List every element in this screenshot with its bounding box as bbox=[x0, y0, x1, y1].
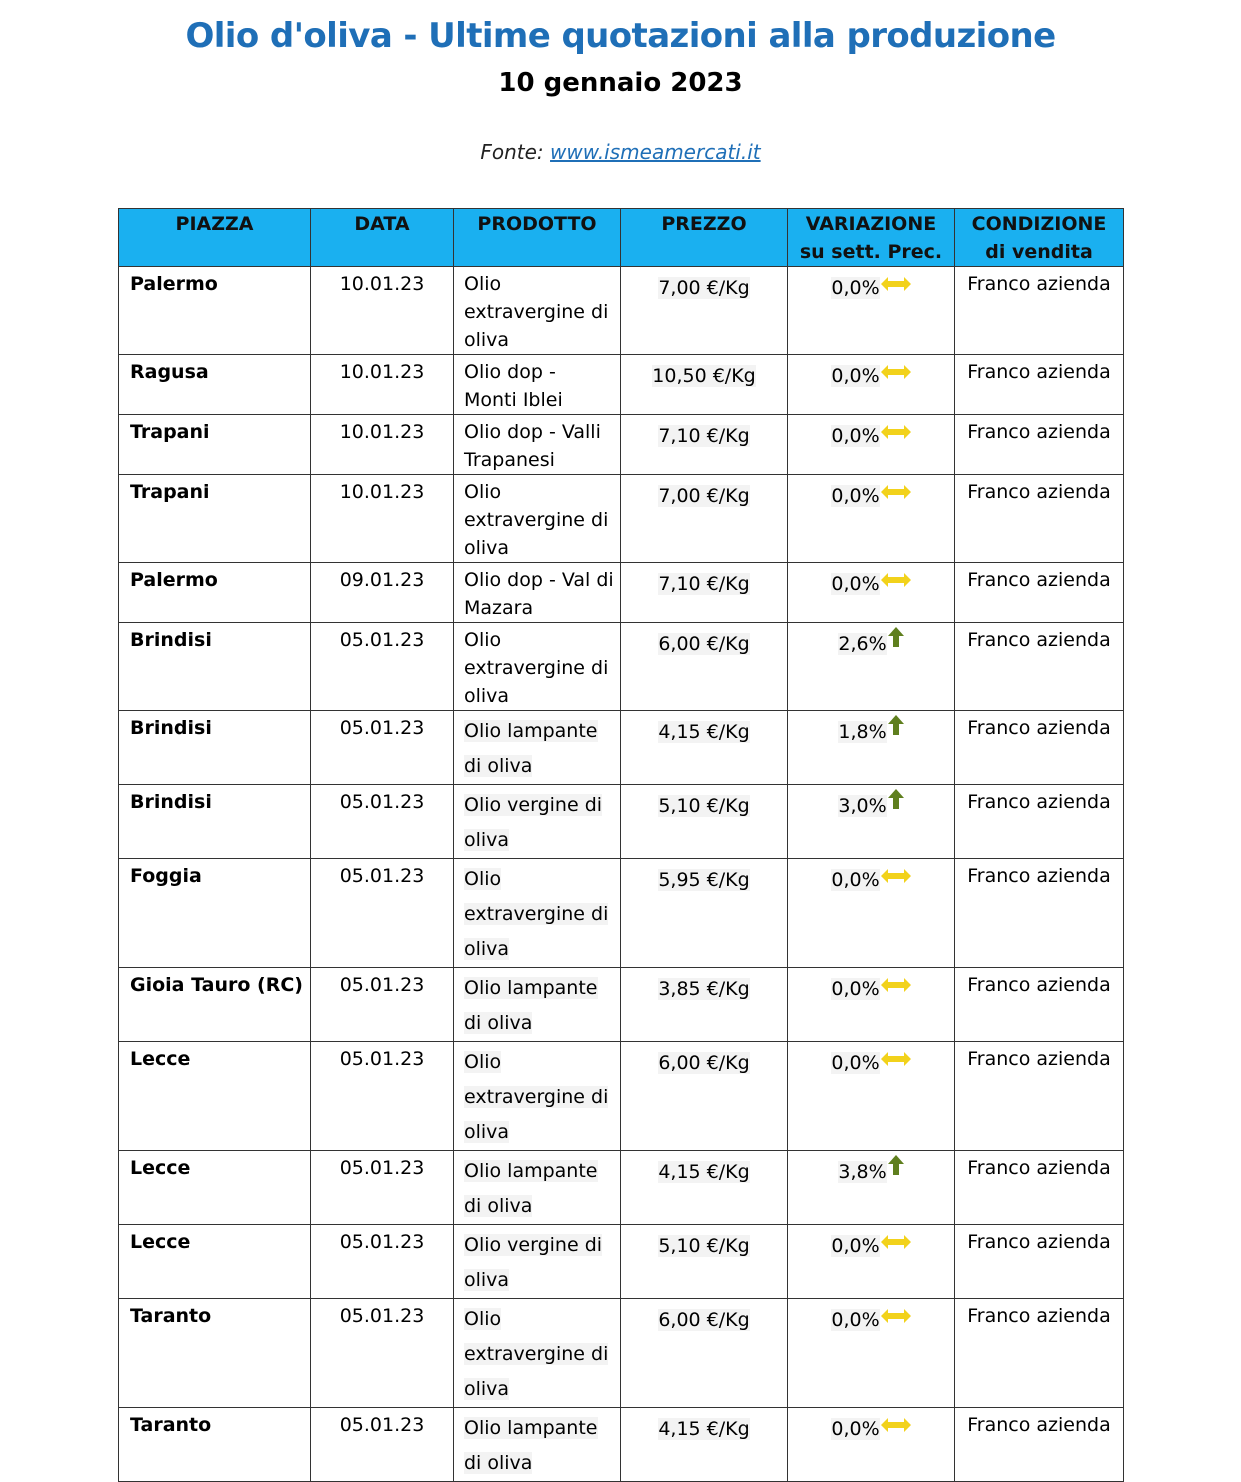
table-row bbox=[119, 1151, 1124, 1225]
left-right-arrow-icon bbox=[881, 479, 911, 507]
cell-prezzo-text: 6,00 €/Kg bbox=[658, 633, 750, 655]
cell-prodotto-text: Olio dop - Valli Trapanesi bbox=[464, 421, 601, 471]
cell-prodotto bbox=[454, 355, 621, 415]
variazione-value: 2,6% bbox=[838, 633, 887, 655]
cell-prezzo-text: 6,00 €/Kg bbox=[658, 1309, 750, 1331]
variazione-value: 0,0% bbox=[831, 1418, 880, 1440]
cell-prodotto bbox=[454, 859, 621, 968]
left-right-arrow-icon bbox=[881, 1229, 911, 1257]
left-right-arrow-icon bbox=[881, 419, 911, 447]
cell-prezzo bbox=[621, 1151, 788, 1225]
table-row bbox=[119, 475, 1124, 563]
table-row bbox=[119, 563, 1124, 623]
cell-prezzo bbox=[621, 1225, 788, 1299]
column-header-variazione bbox=[788, 209, 955, 267]
cell-prezzo-text: 4,15 €/Kg bbox=[658, 1418, 750, 1440]
variazione-value: 3,8% bbox=[838, 1161, 887, 1183]
up-arrow-icon bbox=[888, 789, 904, 817]
variazione-value: 1,8% bbox=[838, 721, 887, 743]
variazione-value: 0,0% bbox=[831, 573, 880, 595]
cell-prezzo bbox=[621, 623, 788, 711]
table-row bbox=[119, 711, 1124, 785]
table-row bbox=[119, 1408, 1124, 1482]
left-right-arrow-icon bbox=[881, 863, 911, 891]
cell-variazione bbox=[788, 1151, 955, 1225]
cell-prodotto-text: Olio dop - Val di Mazara bbox=[464, 569, 614, 619]
cell-piazza: Trapani bbox=[119, 415, 311, 475]
page-title: Olio d'oliva - Ultime quotazioni alla produzione bbox=[185, 16, 1056, 56]
cell-prodotto-text: Olio lampante di oliva bbox=[464, 1417, 598, 1474]
column-header-condizione-line2: di vendita bbox=[985, 241, 1093, 263]
cell-prezzo bbox=[621, 355, 788, 415]
cell-prodotto bbox=[454, 1151, 621, 1225]
cell-prodotto-text: Olio lampante di oliva bbox=[464, 977, 598, 1034]
cell-prodotto bbox=[454, 785, 621, 859]
table-row bbox=[119, 415, 1124, 475]
cell-condizione: Franco azienda bbox=[955, 859, 1124, 968]
cell-prodotto bbox=[454, 267, 621, 355]
cell-prodotto bbox=[454, 1299, 621, 1408]
cell-prezzo-text: 4,15 €/Kg bbox=[658, 721, 750, 743]
up-arrow-icon bbox=[888, 1155, 904, 1183]
cell-prodotto-text: Olio lampante di oliva bbox=[464, 1160, 598, 1217]
cell-condizione: Franco azienda bbox=[955, 267, 1124, 355]
cell-prodotto bbox=[454, 415, 621, 475]
cell-data: 05.01.23 bbox=[311, 785, 454, 859]
cell-variazione bbox=[788, 968, 955, 1042]
left-right-arrow-icon bbox=[881, 1303, 911, 1331]
cell-variazione bbox=[788, 415, 955, 475]
cell-variazione bbox=[788, 1408, 955, 1482]
cell-piazza: Brindisi bbox=[119, 711, 311, 785]
table-row bbox=[119, 1042, 1124, 1151]
cell-condizione: Franco azienda bbox=[955, 623, 1124, 711]
cell-data: 05.01.23 bbox=[311, 859, 454, 968]
variazione-value: 0,0% bbox=[831, 1309, 880, 1331]
table-row bbox=[119, 1299, 1124, 1408]
left-right-arrow-icon bbox=[881, 271, 911, 299]
table-row bbox=[119, 623, 1124, 711]
cell-data: 10.01.23 bbox=[311, 267, 454, 355]
variazione-value: 0,0% bbox=[831, 978, 880, 1000]
source-label: Fonte: bbox=[480, 140, 551, 164]
cell-data: 10.01.23 bbox=[311, 475, 454, 563]
left-right-arrow-icon bbox=[881, 972, 911, 1000]
cell-prezzo-text: 10,50 €/Kg bbox=[652, 365, 756, 387]
cell-variazione bbox=[788, 355, 955, 415]
column-header-prezzo: PREZZO bbox=[621, 209, 788, 267]
cell-prodotto bbox=[454, 1408, 621, 1482]
cell-condizione: Franco azienda bbox=[955, 355, 1124, 415]
cell-prezzo-text: 5,10 €/Kg bbox=[658, 1235, 750, 1257]
cell-prezzo-text: 5,10 €/Kg bbox=[658, 795, 750, 817]
cell-variazione bbox=[788, 475, 955, 563]
cell-prezzo-text: 7,10 €/Kg bbox=[658, 573, 750, 595]
cell-prodotto-text: Olio extravergine di oliva bbox=[464, 481, 609, 559]
cell-prodotto-text: Olio extravergine di oliva bbox=[464, 868, 609, 960]
cell-prezzo bbox=[621, 859, 788, 968]
cell-piazza: Taranto bbox=[119, 1299, 311, 1408]
left-right-arrow-icon bbox=[881, 1412, 911, 1440]
left-right-arrow-icon bbox=[881, 567, 911, 595]
cell-data: 10.01.23 bbox=[311, 415, 454, 475]
variazione-value: 0,0% bbox=[831, 869, 880, 891]
table-row bbox=[119, 355, 1124, 415]
cell-piazza: Brindisi bbox=[119, 785, 311, 859]
cell-piazza: Taranto bbox=[119, 1408, 311, 1482]
column-header-data: DATA bbox=[311, 209, 454, 267]
column-header-prodotto: PRODOTTO bbox=[454, 209, 621, 267]
cell-prezzo-text: 7,10 €/Kg bbox=[658, 425, 750, 447]
cell-prodotto bbox=[454, 968, 621, 1042]
cell-variazione bbox=[788, 1299, 955, 1408]
cell-variazione bbox=[788, 623, 955, 711]
cell-condizione: Franco azienda bbox=[955, 968, 1124, 1042]
variazione-value: 0,0% bbox=[831, 1052, 880, 1074]
cell-condizione: Franco azienda bbox=[955, 1042, 1124, 1151]
cell-prodotto-text: Olio vergine di oliva bbox=[464, 1234, 603, 1291]
cell-variazione bbox=[788, 1225, 955, 1299]
column-header-variazione-line2: su sett. Prec. bbox=[799, 241, 943, 263]
cell-prezzo bbox=[621, 1299, 788, 1408]
cell-prodotto-text: Olio extravergine di oliva bbox=[464, 273, 609, 351]
cell-variazione bbox=[788, 267, 955, 355]
cell-piazza: Lecce bbox=[119, 1042, 311, 1151]
cell-prodotto bbox=[454, 623, 621, 711]
left-right-arrow-icon bbox=[881, 1046, 911, 1074]
column-header-variazione-line1: VARIAZIONE bbox=[805, 213, 937, 235]
cell-prezzo bbox=[621, 1408, 788, 1482]
table-row bbox=[119, 267, 1124, 355]
cell-prezzo-text: 5,95 €/Kg bbox=[658, 869, 750, 891]
cell-piazza: Brindisi bbox=[119, 623, 311, 711]
cell-prodotto-text: Olio extravergine di oliva bbox=[464, 1308, 609, 1400]
cell-data: 05.01.23 bbox=[311, 1225, 454, 1299]
price-table bbox=[118, 208, 1124, 1482]
cell-piazza: Ragusa bbox=[119, 355, 311, 415]
table-row bbox=[119, 1225, 1124, 1299]
cell-prodotto bbox=[454, 1042, 621, 1151]
column-header-piazza: PIAZZA bbox=[119, 209, 311, 267]
cell-data: 05.01.23 bbox=[311, 1299, 454, 1408]
cell-data: 10.01.23 bbox=[311, 355, 454, 415]
cell-prezzo bbox=[621, 475, 788, 563]
cell-prezzo-text: 3,85 €/Kg bbox=[658, 978, 750, 1000]
cell-variazione bbox=[788, 711, 955, 785]
column-header-condizione bbox=[955, 209, 1124, 267]
cell-prodotto bbox=[454, 1225, 621, 1299]
cell-variazione bbox=[788, 1042, 955, 1151]
cell-prezzo bbox=[621, 1042, 788, 1151]
cell-piazza: Palermo bbox=[119, 267, 311, 355]
left-right-arrow-icon bbox=[881, 359, 911, 387]
variazione-value: 0,0% bbox=[831, 1235, 880, 1257]
cell-prodotto bbox=[454, 711, 621, 785]
table-row bbox=[119, 785, 1124, 859]
cell-variazione bbox=[788, 563, 955, 623]
table-header-row bbox=[119, 209, 1124, 267]
table-body bbox=[119, 267, 1124, 1482]
cell-prezzo bbox=[621, 785, 788, 859]
cell-prodotto-text: Olio extravergine di oliva bbox=[464, 629, 609, 707]
cell-data: 05.01.23 bbox=[311, 1042, 454, 1151]
cell-prodotto-text: Olio dop - Monti Iblei bbox=[464, 361, 563, 411]
page-date: 10 gennaio 2023 bbox=[498, 68, 743, 98]
up-arrow-icon bbox=[888, 715, 904, 743]
cell-prodotto-text: Olio extravergine di oliva bbox=[464, 1051, 609, 1143]
cell-prodotto-text: Olio vergine di oliva bbox=[464, 794, 603, 851]
variazione-value: 0,0% bbox=[831, 365, 880, 387]
cell-piazza: Lecce bbox=[119, 1151, 311, 1225]
cell-condizione: Franco azienda bbox=[955, 415, 1124, 475]
cell-condizione: Franco azienda bbox=[955, 1299, 1124, 1408]
source-line bbox=[0, 140, 1241, 164]
cell-prezzo bbox=[621, 711, 788, 785]
up-arrow-icon bbox=[888, 627, 904, 655]
variazione-value: 0,0% bbox=[831, 485, 880, 507]
cell-prodotto-text: Olio lampante di oliva bbox=[464, 720, 598, 777]
cell-data: 09.01.23 bbox=[311, 563, 454, 623]
column-header-condizione-line1: CONDIZIONE bbox=[971, 213, 1107, 235]
cell-piazza: Gioia Tauro (RC) bbox=[119, 968, 311, 1042]
cell-piazza: Lecce bbox=[119, 1225, 311, 1299]
cell-variazione bbox=[788, 859, 955, 968]
cell-prezzo bbox=[621, 968, 788, 1042]
cell-condizione: Franco azienda bbox=[955, 711, 1124, 785]
cell-data: 05.01.23 bbox=[311, 1408, 454, 1482]
cell-condizione: Franco azienda bbox=[955, 563, 1124, 623]
cell-piazza: Palermo bbox=[119, 563, 311, 623]
variazione-value: 0,0% bbox=[831, 277, 880, 299]
cell-prezzo bbox=[621, 563, 788, 623]
cell-piazza: Foggia bbox=[119, 859, 311, 968]
variazione-value: 3,0% bbox=[838, 795, 887, 817]
cell-condizione: Franco azienda bbox=[955, 1151, 1124, 1225]
cell-data: 05.01.23 bbox=[311, 711, 454, 785]
table-row bbox=[119, 968, 1124, 1042]
cell-prodotto bbox=[454, 475, 621, 563]
cell-prezzo bbox=[621, 267, 788, 355]
cell-condizione: Franco azienda bbox=[955, 1408, 1124, 1482]
cell-data: 05.01.23 bbox=[311, 1151, 454, 1225]
cell-data: 05.01.23 bbox=[311, 623, 454, 711]
cell-piazza: Trapani bbox=[119, 475, 311, 563]
cell-condizione: Franco azienda bbox=[955, 785, 1124, 859]
table-row bbox=[119, 859, 1124, 968]
cell-prezzo-text: 7,00 €/Kg bbox=[658, 485, 750, 507]
cell-prezzo-text: 7,00 €/Kg bbox=[658, 277, 750, 299]
cell-condizione: Franco azienda bbox=[955, 475, 1124, 563]
cell-data: 05.01.23 bbox=[311, 968, 454, 1042]
variazione-value: 0,0% bbox=[831, 425, 880, 447]
source-link[interactable]: www.ismeamercati.it bbox=[550, 140, 761, 164]
cell-prezzo bbox=[621, 415, 788, 475]
cell-variazione bbox=[788, 785, 955, 859]
cell-prodotto bbox=[454, 563, 621, 623]
cell-prezzo-text: 6,00 €/Kg bbox=[658, 1052, 750, 1074]
cell-prezzo-text: 4,15 €/Kg bbox=[658, 1161, 750, 1183]
cell-condizione: Franco azienda bbox=[955, 1225, 1124, 1299]
